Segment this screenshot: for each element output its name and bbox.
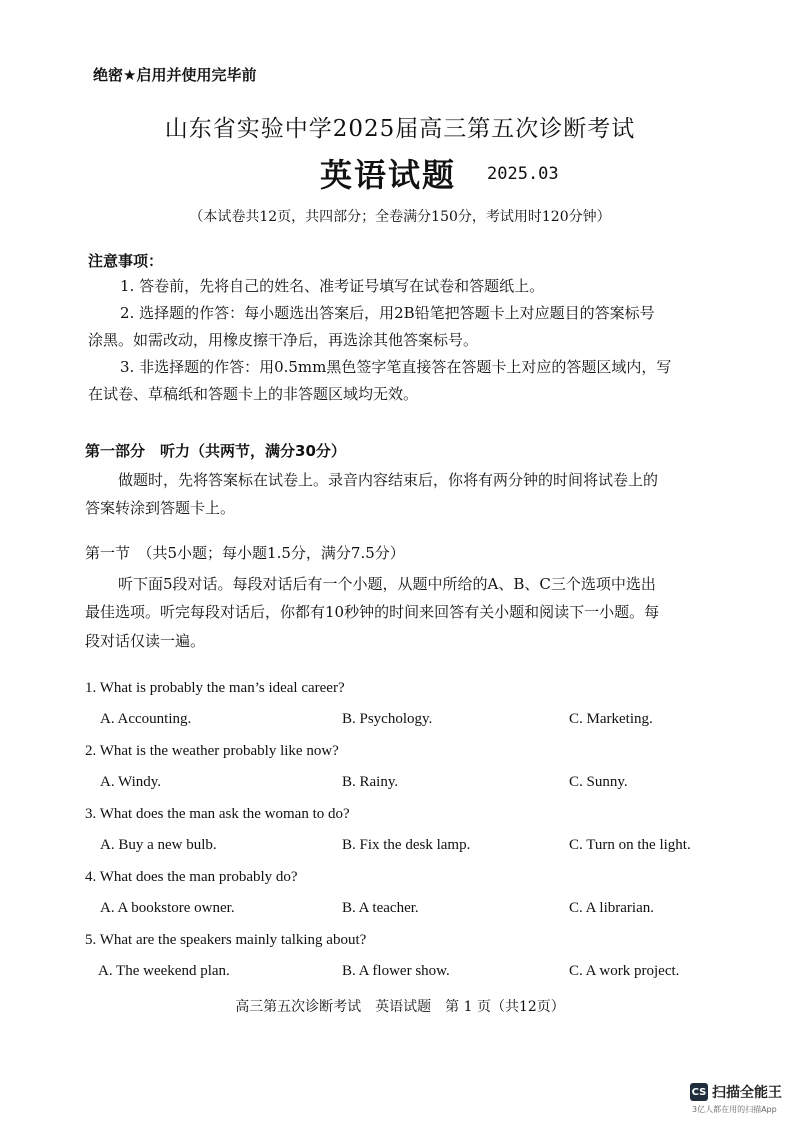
part1-instructions: 做题时，先将答案标在试卷上。录音内容结束后，你将有两分钟的时间将试卷上的 xyxy=(118,471,659,489)
option-a: A. A bookstore owner. xyxy=(100,900,235,916)
option-a: A. Accounting. xyxy=(100,711,192,727)
section1-instructions: 段对话仅读一遍。 xyxy=(85,632,206,650)
notes-heading: 注意事项： xyxy=(88,252,164,270)
watermark-tagline: 3亿人都在用的扫描App xyxy=(692,1105,777,1114)
camscanner-icon: CS xyxy=(690,1083,708,1101)
option-a: A. Buy a new bulb. xyxy=(100,837,217,853)
question-4: 4. What does the man probably do? xyxy=(85,869,298,885)
option-a: A. Windy. xyxy=(100,774,162,790)
option-b: B. A flower show. xyxy=(342,963,450,979)
section1-instructions: 听下面5段对话。每段对话后有一个小题，从题中所给的A、B、C三个选项中选出 xyxy=(118,575,656,593)
note-item: 在试卷、草稿纸和答题卡上的非答题区域均无效。 xyxy=(88,385,419,403)
option-c: C. A work project. xyxy=(569,963,680,979)
note-item: 1. 答卷前，先将自己的姓名、准考证号填写在试卷和答题纸上。 xyxy=(120,277,545,295)
option-c: C. Sunny. xyxy=(569,774,628,790)
section1-title: 第一节 （共5小题；每小题1.5分，满分7.5分） xyxy=(85,544,405,562)
note-item: 涂黑。如需改动，用橡皮擦干净后，再选涂其他答案标号。 xyxy=(88,331,479,349)
confidential-label: 绝密★启用并使用完毕前 xyxy=(93,66,257,84)
option-b: B. A teacher. xyxy=(342,900,419,916)
option-c: C. Turn on the light. xyxy=(569,837,691,853)
exam-title: 山东省实验中学2025届高三第五次诊断考试 xyxy=(164,116,636,142)
note-item: 3. 非选择题的作答：用0.5mm黑色签字笔直接答在答题卡上对应的答题区域内，写 xyxy=(120,358,672,376)
option-b: B. Psychology. xyxy=(342,711,433,727)
question-2: 2. What is the weather probably like now? xyxy=(85,743,339,759)
section1-instructions: 最佳选项。听完每段对话后，你都有10秒钟的时间来回答有关小题和阅读下一小题。每 xyxy=(85,603,660,621)
exam-info: （本试卷共12页，共四部分；全卷满分150分，考试用时120分钟） xyxy=(189,209,611,225)
scanner-watermark xyxy=(690,1082,782,1102)
subject-title: 英语试题 xyxy=(320,156,457,194)
page-footer: 高三第五次诊断考试 英语试题 第 1 页（共12页） xyxy=(235,999,565,1015)
option-c: C. A librarian. xyxy=(569,900,654,916)
question-3: 3. What does the man ask the woman to do? xyxy=(85,806,350,822)
exam-date: 2025.03 xyxy=(487,164,559,184)
option-a: A. The weekend plan. xyxy=(98,963,230,979)
option-c: C. Marketing. xyxy=(569,711,653,727)
watermark-name: 扫描全能王 xyxy=(712,1085,782,1101)
note-item: 2. 选择题的作答：每小题选出答案后，用2B铅笔把答题卡上对应题目的答案标号 xyxy=(120,304,655,322)
option-b: B. Rainy. xyxy=(342,774,399,790)
part1-title: 第一部分 听力（共两节，满分30分） xyxy=(85,442,346,460)
question-5: 5. What are the speakers mainly talking about? xyxy=(85,932,367,948)
option-b: B. Fix the desk lamp. xyxy=(342,837,471,853)
question-1: 1. What is probably the man’s ideal career? xyxy=(85,680,345,696)
part1-instructions: 答案转涂到答题卡上。 xyxy=(85,499,236,517)
